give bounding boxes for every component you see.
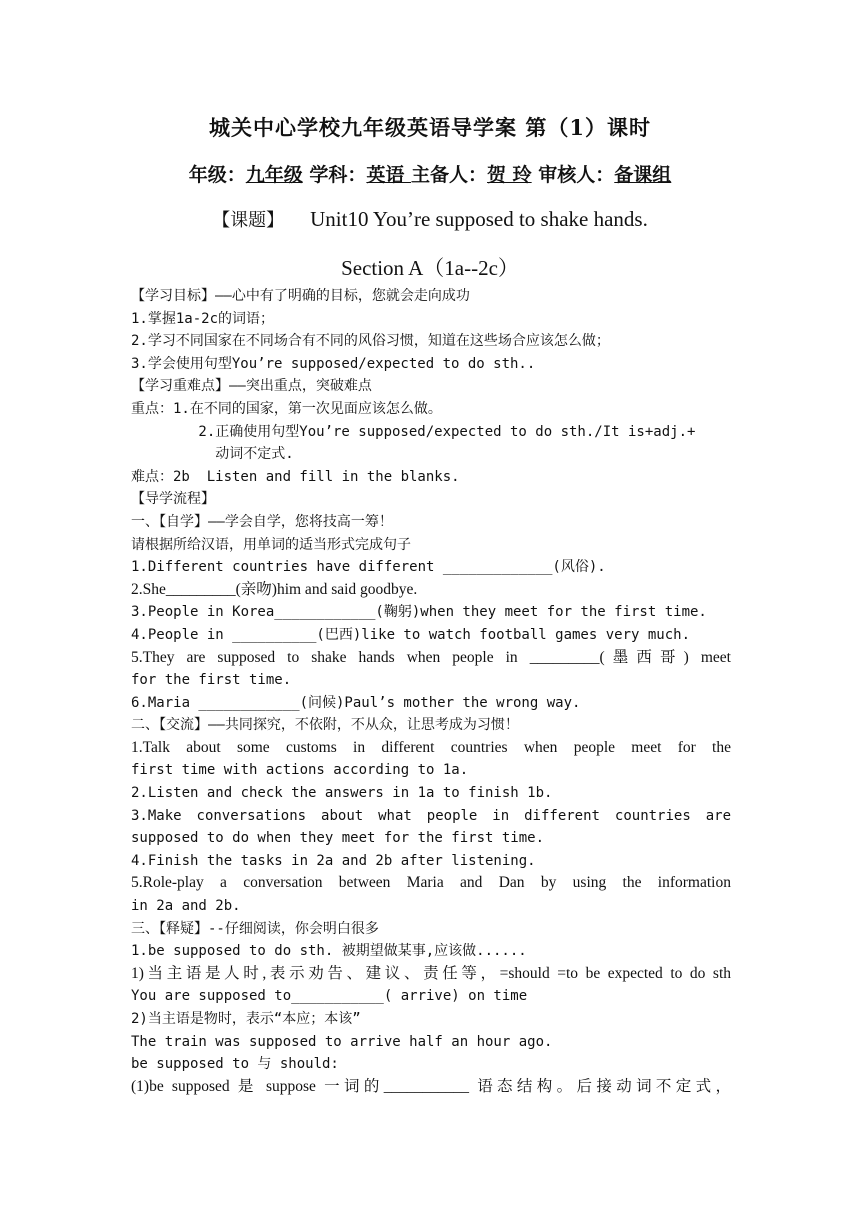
task-line: 2.Listen and check the answers in 1a to finish 1b. [131,785,553,802]
communication-heading: 二、【交流】——共同探究，不依附，不从众，让思考成为习惯！ [131,717,519,734]
task-line: first time with actions according to 1a. [131,762,469,779]
text-line: 请根据所给汉语，用单词的适当形式完成句子 [131,536,411,553]
reviewer-label: 审核人： [531,164,615,186]
document-title: 城关中心学校九年级英语导学案 第（1）课时 [209,115,651,140]
task-line: 5.Role-play a conversation between Maria and Dan by using the information [131,874,731,892]
exercise-line: 1.Different countries have different _____________(风俗). [131,559,606,576]
topic-bracket-label: 【课题】 [212,210,285,231]
key-points-heading: 【学习重难点】——突出重点，突破难点 [131,378,372,395]
document-body [131,285,731,1098]
exercise-line: 5.They are supposed to shake hands when people in _________(墨西哥) meet [131,648,731,666]
task-line: 4.Finish the tasks in 2a and 2b after listening. [131,852,536,869]
explanation-heading: 三、【释疑】--仔细阅读，你会明白很多 [131,920,379,937]
task-line: in 2a and 2b. [131,898,241,915]
text-line: 2)当主语是物时，表示“本应；本该” [131,1011,361,1027]
topic-line [0,206,860,232]
text-line: You are supposed to___________( arrive) on time [131,988,528,1005]
exercise-line: 6.Maria ____________(问候)Paul’s mother the wrong way. [131,694,581,711]
objectives-heading: 【学习目标】——心中有了明确的目标，您就会走向成功 [131,288,470,304]
text-line: The train was supposed to arrive half an hour ago. [131,1033,553,1050]
topic-text: Unit10 You’re supposed to shake hands. [310,207,648,231]
preparer-value: 贺 玲 [487,164,532,186]
task-line: supposed to do when they meet for the first time. [131,830,545,847]
text-line: 3.学会使用句型You’re supposed/expected to do sth.. [131,355,536,372]
grade-label: 年级： [188,164,246,186]
self-study-heading: 一、【自学】——学会自学，您将技高一筹！ [131,513,393,530]
process-heading: 【导学流程】 [131,491,215,508]
text-line: 1)当主语是人时,表示劝告、建议、责任等，=should =to be expected to do sth [131,964,731,982]
text-line: 2.学习不同国家在不同场合有不同的风俗习惯，知道在这些场合应该怎么做； [131,333,610,350]
text-line: 2.正确使用句型You’re supposed/expected to do sth./It is+adj.+ [131,423,696,440]
text-line: 1.be supposed to do sth. 被期望做某事,应该做...... [131,943,527,960]
text-line: (1)be supposed 是 suppose 一词的___________ 语态结构。后接动词不定式， [131,1077,731,1095]
text-line: 动词不定式. [131,446,294,463]
preparer-label: 主备人： [411,164,488,186]
grade-value: 九年级 [245,164,303,186]
exercise-line: 2.She_________(亲吻)him and said goodbye. [131,580,418,598]
text-line: be supposed to 与 should: [131,1056,339,1073]
task-line: 3.Make conversations about what people in different countries are [131,807,731,824]
text-line: 1.掌握1a-2c的词语； [131,310,275,327]
text-line: 重点：1.在不同的国家，第一次见面应该怎么做。 [131,400,442,417]
subject-label: 学科： [302,164,367,186]
exercise-line: for the first time. [131,672,292,689]
subject-value: 英语 [366,164,411,186]
meta-line [0,160,860,187]
exercise-line: 4.People in __________(巴西)like to watch football games very much. [131,626,691,643]
task-line: 1.Talk about some customs in different countries when people meet for the [131,738,731,756]
exercise-line: 3.People in Korea____________(鞠躬)when they meet for the first time. [131,604,707,621]
reviewer-value: 备课组 [614,164,672,186]
text-line: 难点：2b Listen and fill in the blanks. [131,468,460,485]
section-heading: Section A（1a--2c） [341,256,519,280]
